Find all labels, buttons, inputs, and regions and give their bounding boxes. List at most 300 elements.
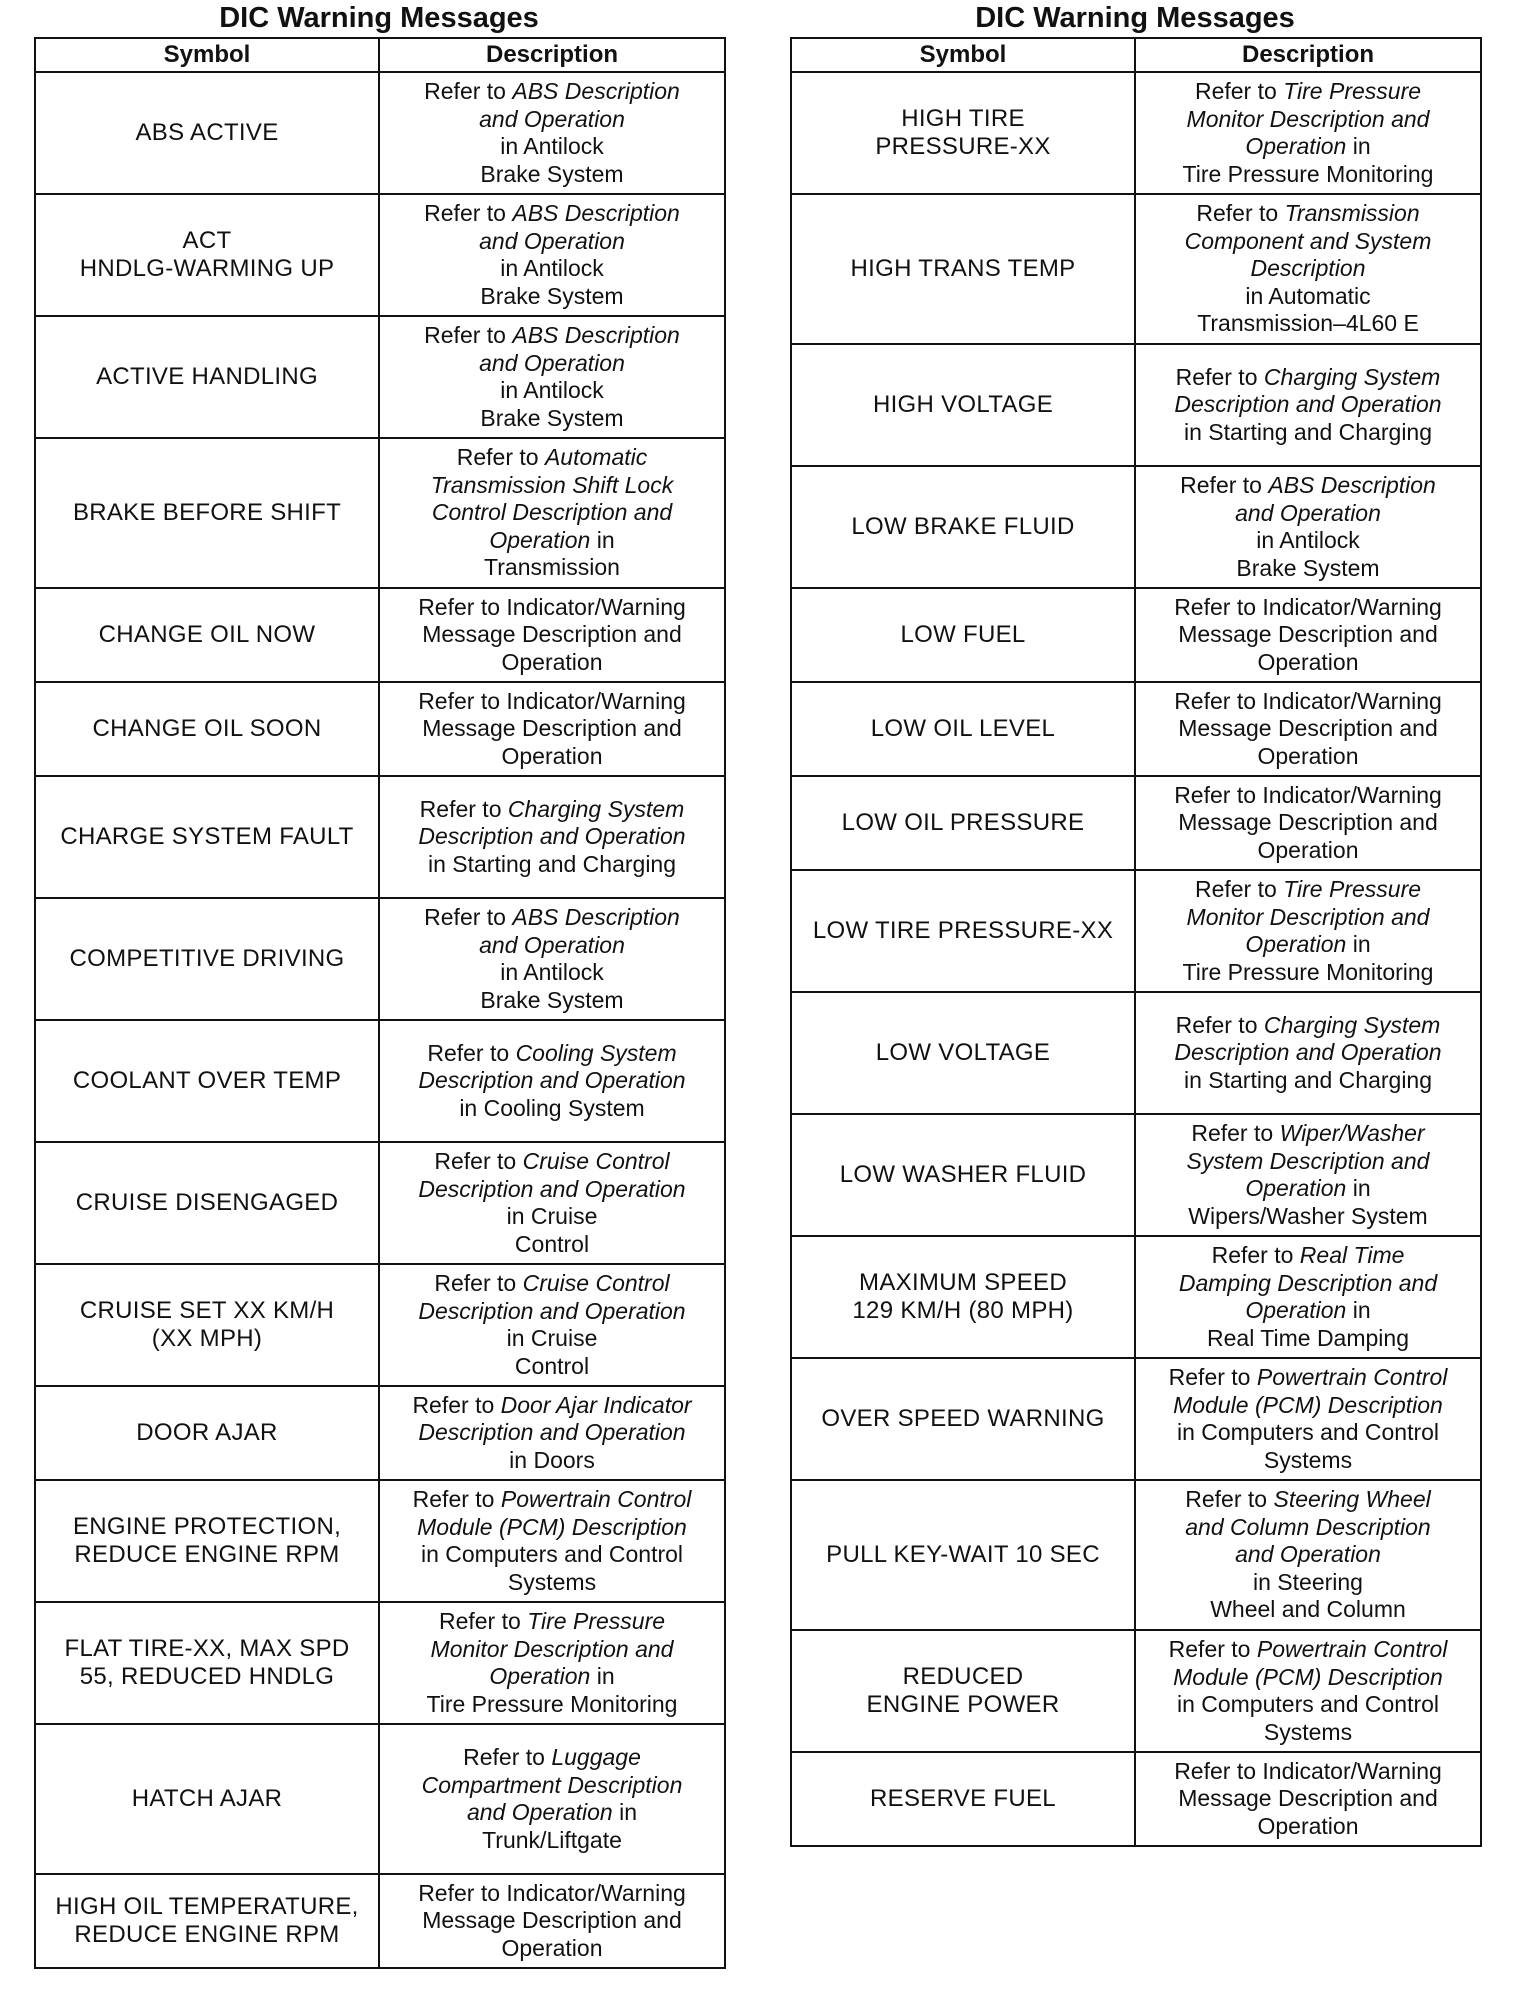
symbol-cell <box>35 316 379 438</box>
description-line <box>386 1935 718 1963</box>
description-line <box>386 1663 718 1691</box>
symbol-cell <box>791 1752 1135 1846</box>
description-text: Refer to <box>1175 1011 1264 1038</box>
description-line <box>1142 1447 1474 1475</box>
symbol-text: CHANGE OIL SOON <box>92 715 322 742</box>
description-text: Refer to <box>1168 1364 1257 1390</box>
description-text: Tire Pressure Monitoring <box>426 1690 678 1717</box>
symbol-cell <box>35 1874 379 1968</box>
description-text: Refer to <box>424 200 513 226</box>
table-row <box>35 1142 725 1264</box>
description-text: Refer to <box>434 1148 523 1174</box>
description-text: Refer to <box>434 1270 523 1296</box>
description-line <box>1142 161 1474 189</box>
description-line <box>386 1907 718 1935</box>
symbol-cell <box>791 776 1135 870</box>
description-text: Refer to <box>412 1391 501 1418</box>
description-text: Wheel and Column <box>1210 1596 1406 1623</box>
description-text: Refer to <box>424 78 513 104</box>
description-line <box>1142 364 1474 392</box>
reference-title: Description and Operation <box>418 1175 686 1202</box>
table-row <box>35 1264 725 1386</box>
table-row <box>791 992 1481 1114</box>
symbol-text: ACT <box>182 227 232 254</box>
description-text: Refer to <box>1185 1486 1274 1513</box>
reference-title: Powertrain Control <box>500 1486 692 1512</box>
description-line <box>1142 782 1474 810</box>
description-cell <box>379 1480 725 1602</box>
symbol-text: PRESSURE-XX <box>875 133 1051 160</box>
description-line <box>386 688 718 716</box>
description-line <box>386 554 718 582</box>
column-header-description: Description <box>379 38 725 72</box>
reference-title: Module (PCM) Description <box>1173 1663 1443 1690</box>
description-text: Systems <box>1263 1446 1353 1473</box>
reference-title: ABS Description <box>1268 472 1436 498</box>
description-text: Refer to Indicator/Warning <box>1174 593 1442 620</box>
description-line <box>1142 1270 1474 1298</box>
reference-title: Component and System <box>1184 227 1432 254</box>
description-text: Operation <box>1257 742 1359 769</box>
description-text: in <box>590 526 615 553</box>
description-line <box>1142 743 1474 771</box>
reference-title: Description and Operation <box>418 823 686 850</box>
description-text: Refer to <box>1211 1242 1300 1268</box>
description-line <box>386 228 718 256</box>
description-line <box>1142 1325 1474 1353</box>
symbol-cell <box>791 466 1135 588</box>
description-text: in Starting and Charging <box>1183 1066 1433 1093</box>
reference-title: Description and Operation <box>418 1419 686 1446</box>
description-line <box>386 715 718 743</box>
table-row <box>791 776 1481 870</box>
reference-title: and Operation <box>479 349 625 376</box>
table-row <box>35 1602 725 1724</box>
symbol-text: FLAT TIRE-XX, MAX SPD <box>64 1635 350 1662</box>
symbol-text: CHANGE OIL NOW <box>98 621 316 648</box>
description-line <box>386 932 718 960</box>
table-row <box>791 1236 1481 1358</box>
description-line <box>386 106 718 134</box>
reference-title: Operation <box>1245 133 1347 159</box>
description-line <box>1142 527 1474 555</box>
description-text: Brake System <box>480 404 624 431</box>
description-line <box>386 283 718 311</box>
symbol-cell <box>791 1480 1135 1630</box>
table-row <box>35 316 725 438</box>
description-text: Operation <box>501 1934 603 1961</box>
symbol-text: COOLANT OVER TEMP <box>72 1067 342 1094</box>
description-line <box>386 255 718 283</box>
description-text: in Cruise <box>506 1203 598 1229</box>
description-cell <box>379 1020 725 1142</box>
header-row <box>791 38 1481 72</box>
symbol-text: COMPETITIVE DRIVING <box>69 945 345 972</box>
reference-title: ABS Description <box>512 904 680 930</box>
symbol-cell <box>791 588 1135 682</box>
description-text: Control <box>514 1352 590 1379</box>
description-line <box>386 1095 718 1123</box>
reference-title: and Operation <box>466 1799 613 1825</box>
description-text: in Cruise <box>506 1325 598 1351</box>
description-line <box>386 200 718 228</box>
symbol-cell <box>35 1264 379 1386</box>
description-text: Refer to <box>463 1744 552 1770</box>
description-text: Control <box>514 1230 590 1257</box>
description-line <box>386 851 718 879</box>
table-row <box>35 898 725 1020</box>
description-text: in Computers and Control <box>1176 1419 1440 1445</box>
table-row <box>791 194 1481 344</box>
description-cell <box>1135 72 1481 194</box>
description-text: in Antilock <box>500 959 604 985</box>
symbol-text: (XX MPH) <box>151 1325 263 1352</box>
description-line <box>386 1744 718 1772</box>
description-line <box>386 959 718 987</box>
description-line <box>386 1353 718 1381</box>
description-cell <box>379 776 725 898</box>
table-row <box>791 1752 1481 1846</box>
description-line <box>386 1608 718 1636</box>
description-text: Refer to <box>424 904 513 930</box>
table-row <box>35 588 725 682</box>
header-row <box>35 38 725 72</box>
description-line <box>1142 1203 1474 1231</box>
description-line <box>1142 931 1474 959</box>
symbol-text: DOOR AJAR <box>136 1419 278 1446</box>
description-line <box>1142 837 1474 865</box>
symbol-text: HATCH AJAR <box>131 1785 283 1812</box>
description-line <box>1142 500 1474 528</box>
symbol-cell <box>35 1602 379 1724</box>
reference-title: and Operation <box>1235 499 1381 526</box>
dic-table-left <box>34 0 724 1969</box>
reference-title: Control Description and <box>431 499 673 526</box>
description-cell <box>379 316 725 438</box>
symbol-text: ACTIVE HANDLING <box>96 363 318 390</box>
description-cell <box>379 1724 725 1874</box>
description-line <box>386 1691 718 1719</box>
description-line <box>386 594 718 622</box>
description-text: Refer to <box>1194 78 1284 104</box>
description-text: Brake System <box>480 282 624 309</box>
table-row <box>35 1724 725 1874</box>
symbol-cell <box>35 1386 379 1480</box>
description-text: Refer to <box>1194 876 1284 902</box>
table-row <box>791 466 1481 588</box>
symbol-cell <box>35 72 379 194</box>
symbol-cell <box>791 1236 1135 1358</box>
description-line <box>1142 904 1474 932</box>
reference-title: Operation <box>1245 1175 1347 1201</box>
symbol-cell <box>791 992 1135 1114</box>
table-row <box>791 870 1481 992</box>
description-line <box>386 161 718 189</box>
symbol-cell <box>791 1114 1135 1236</box>
description-text: Refer to Indicator/Warning <box>1174 781 1442 808</box>
symbol-text: LOW OIL PRESSURE <box>841 809 1085 836</box>
description-line <box>1142 809 1474 837</box>
reference-title: Door Ajar Indicator <box>500 1391 692 1418</box>
description-line <box>1142 1664 1474 1692</box>
description-text: Refer to Indicator/Warning <box>1174 1757 1442 1784</box>
reference-title: Powertrain Control <box>1256 1364 1448 1390</box>
description-cell <box>1135 1480 1481 1630</box>
description-text: in <box>1346 133 1371 159</box>
reference-title: Description and Operation <box>1174 391 1442 418</box>
reference-title: Charging System <box>1263 363 1441 390</box>
symbol-text: MAXIMUM SPEED <box>859 1269 1067 1296</box>
description-text: Refer to <box>1180 472 1269 498</box>
description-text: Operation <box>1257 836 1359 863</box>
description-text: Refer to Indicator/Warning <box>418 593 686 620</box>
table-row <box>791 1358 1481 1480</box>
description-text: Operation <box>1257 1812 1359 1839</box>
description-line <box>386 350 718 378</box>
description-line <box>1142 876 1474 904</box>
description-line <box>386 527 718 555</box>
description-line <box>1142 594 1474 622</box>
description-line <box>386 1040 718 1068</box>
reference-title: System Description and <box>1186 1147 1430 1174</box>
symbol-text: LOW VOLTAGE <box>875 1039 1051 1066</box>
description-text: in Computers and Control <box>420 1541 684 1567</box>
reference-title: Monitor Description and <box>430 1635 674 1662</box>
reference-title: Transmission <box>1284 200 1420 227</box>
description-line <box>1142 1758 1474 1786</box>
reference-title: Cooling System <box>515 1039 677 1066</box>
symbol-cell <box>791 682 1135 776</box>
symbol-text: REDUCED <box>902 1663 1024 1690</box>
table-row <box>35 1874 725 1968</box>
description-text: Message Description and <box>422 1907 682 1934</box>
description-text: Transmission–4L60 E <box>1197 310 1419 337</box>
description-cell <box>1135 1114 1481 1236</box>
symbol-text: ENGINE PROTECTION, <box>72 1513 342 1540</box>
symbol-text: RESERVE FUEL <box>870 1785 1056 1812</box>
description-cell <box>1135 1752 1481 1846</box>
description-text: in Cooling System <box>459 1094 645 1121</box>
symbol-text: REDUCE ENGINE RPM <box>74 1921 340 1948</box>
description-text: in <box>1346 931 1371 957</box>
description-text: Refer to <box>424 322 513 348</box>
reference-title: Monitor Description and <box>1186 903 1430 930</box>
reference-title: and Column Description <box>1185 1513 1431 1540</box>
table-body <box>791 72 1481 1846</box>
description-line <box>386 1298 718 1326</box>
description-line <box>1142 1012 1474 1040</box>
description-cell <box>1135 682 1481 776</box>
table-row <box>791 344 1481 466</box>
description-text: in Steering <box>1253 1568 1363 1595</box>
warning-messages-table <box>790 37 1482 1847</box>
description-line <box>1142 1039 1474 1067</box>
reference-title: Description <box>1250 255 1366 282</box>
reference-title: Cruise Control <box>522 1270 670 1296</box>
description-line <box>386 472 718 500</box>
reference-title: Damping Description and <box>1178 1269 1438 1296</box>
symbol-cell <box>35 438 379 588</box>
description-line <box>1142 1785 1474 1813</box>
description-line <box>1142 255 1474 283</box>
reference-title: ABS Description <box>512 322 680 348</box>
reference-title: Charging System <box>1263 1011 1441 1038</box>
reference-title: Description and Operation <box>418 1297 686 1324</box>
description-line <box>386 1419 718 1447</box>
description-cell <box>379 1386 725 1480</box>
symbol-text: HIGH TRANS TEMP <box>850 255 1076 282</box>
description-line <box>1142 555 1474 583</box>
reference-title: and Operation <box>479 105 625 132</box>
description-text: in <box>612 1799 638 1825</box>
description-text: Transmission <box>484 554 620 581</box>
description-text: in Antilock <box>500 133 604 159</box>
description-line <box>1142 715 1474 743</box>
description-line <box>386 444 718 472</box>
description-text: Brake System <box>480 986 624 1013</box>
description-cell <box>379 194 725 316</box>
dic-table-right <box>790 0 1480 1847</box>
description-line <box>1142 1569 1474 1597</box>
symbol-cell <box>35 682 379 776</box>
description-text: in <box>1346 1175 1371 1201</box>
description-line <box>386 987 718 1015</box>
reference-title: Tire Pressure <box>527 1608 666 1634</box>
symbol-cell <box>791 1358 1135 1480</box>
description-line <box>1142 1148 1474 1176</box>
description-text: in <box>1346 1297 1371 1323</box>
symbol-text: BRAKE BEFORE SHIFT <box>72 499 342 526</box>
description-text: Real Time Damping <box>1207 1324 1409 1351</box>
table-title: DIC Warning Messages <box>975 2 1295 34</box>
reference-title: Operation <box>489 1663 591 1689</box>
description-line <box>386 499 718 527</box>
description-text: Refer to <box>1175 363 1264 390</box>
description-text: Operation <box>1257 648 1359 675</box>
description-text: in Starting and Charging <box>427 850 677 877</box>
description-text: Operation <box>501 742 603 769</box>
symbol-text: HIGH VOLTAGE <box>872 391 1054 418</box>
description-text: in Antilock <box>500 255 604 281</box>
description-line <box>1142 1067 1474 1095</box>
description-line <box>1142 1514 1474 1542</box>
reference-title: Charging System <box>507 795 685 822</box>
description-line <box>1142 228 1474 256</box>
description-cell <box>1135 588 1481 682</box>
description-line <box>1142 1419 1474 1447</box>
description-text: in Starting and Charging <box>1183 418 1433 445</box>
symbol-cell <box>35 776 379 898</box>
description-line <box>1142 1175 1474 1203</box>
reference-title: Steering Wheel <box>1273 1486 1431 1513</box>
table-row <box>791 1114 1481 1236</box>
symbol-text: LOW OIL LEVEL <box>870 715 1056 742</box>
symbol-text: CRUISE SET XX KM/H <box>79 1297 335 1324</box>
symbol-cell <box>35 588 379 682</box>
description-line <box>386 1636 718 1664</box>
description-text: in Computers and Control <box>1176 1691 1440 1717</box>
warning-messages-table <box>34 37 726 1969</box>
description-text: Operation <box>501 648 603 675</box>
description-line <box>386 133 718 161</box>
column-header-symbol: Symbol <box>35 38 379 72</box>
description-cell <box>379 898 725 1020</box>
symbol-text: HIGH TIRE <box>901 105 1025 132</box>
symbol-cell <box>791 194 1135 344</box>
description-cell <box>1135 194 1481 344</box>
symbol-cell <box>791 1630 1135 1752</box>
description-text: in <box>590 1663 615 1689</box>
description-line <box>1142 200 1474 228</box>
symbol-text: ABS ACTIVE <box>135 119 279 146</box>
description-text: Systems <box>1263 1718 1353 1745</box>
description-text: Refer to <box>1191 1120 1280 1146</box>
description-text: Message Description and <box>1178 715 1438 742</box>
description-cell <box>1135 776 1481 870</box>
description-text: Message Description and <box>422 715 682 742</box>
description-line <box>1142 1691 1474 1719</box>
description-line <box>386 377 718 405</box>
description-cell <box>379 72 725 194</box>
symbol-cell <box>35 1724 379 1874</box>
description-line <box>1142 1120 1474 1148</box>
symbol-text: CHARGE SYSTEM FAULT <box>60 823 354 850</box>
description-cell <box>379 1142 725 1264</box>
reference-title: and Operation <box>479 931 625 958</box>
description-text: Refer to Indicator/Warning <box>418 1879 686 1906</box>
symbol-cell <box>35 898 379 1020</box>
description-line <box>1142 1719 1474 1747</box>
description-cell <box>1135 992 1481 1114</box>
description-line <box>1142 1297 1474 1325</box>
description-text: Refer to <box>456 444 545 471</box>
symbol-text: 129 KM/H (80 MPH) <box>852 1297 1074 1324</box>
description-text: Refer to <box>1196 200 1285 227</box>
description-line <box>386 405 718 433</box>
table-row <box>35 1480 725 1602</box>
reference-title: Operation <box>1245 1297 1347 1323</box>
table-row <box>35 776 725 898</box>
reference-title: Description and Operation <box>1174 1039 1442 1066</box>
table-title: DIC Warning Messages <box>219 2 539 34</box>
description-text: in Antilock <box>1256 527 1360 553</box>
reference-title: Module (PCM) Description <box>417 1513 687 1540</box>
reference-title: ABS Description <box>512 200 680 226</box>
description-text: Wipers/Washer System <box>1188 1202 1428 1229</box>
description-line <box>1142 649 1474 677</box>
description-line <box>1142 283 1474 311</box>
description-text: Refer to <box>412 1486 501 1512</box>
description-line <box>386 1067 718 1095</box>
table-row <box>35 194 725 316</box>
description-line <box>1142 1596 1474 1624</box>
description-text: Refer to <box>427 1039 516 1066</box>
description-text: Message Description and <box>1178 809 1438 836</box>
reference-title: Operation <box>489 526 591 553</box>
reference-title: Operation <box>1245 931 1347 957</box>
description-line <box>386 1569 718 1597</box>
table-row <box>35 72 725 194</box>
description-text: Refer to Indicator/Warning <box>1174 687 1442 714</box>
description-line <box>386 1827 718 1855</box>
description-text: Refer to Indicator/Warning <box>418 687 686 714</box>
symbol-text: LOW BRAKE FLUID <box>851 513 1075 540</box>
description-text: Message Description and <box>422 621 682 648</box>
reference-title: Monitor Description and <box>1186 105 1430 132</box>
description-cell <box>379 588 725 682</box>
column-header-description: Description <box>1135 38 1481 72</box>
description-line <box>1142 1486 1474 1514</box>
